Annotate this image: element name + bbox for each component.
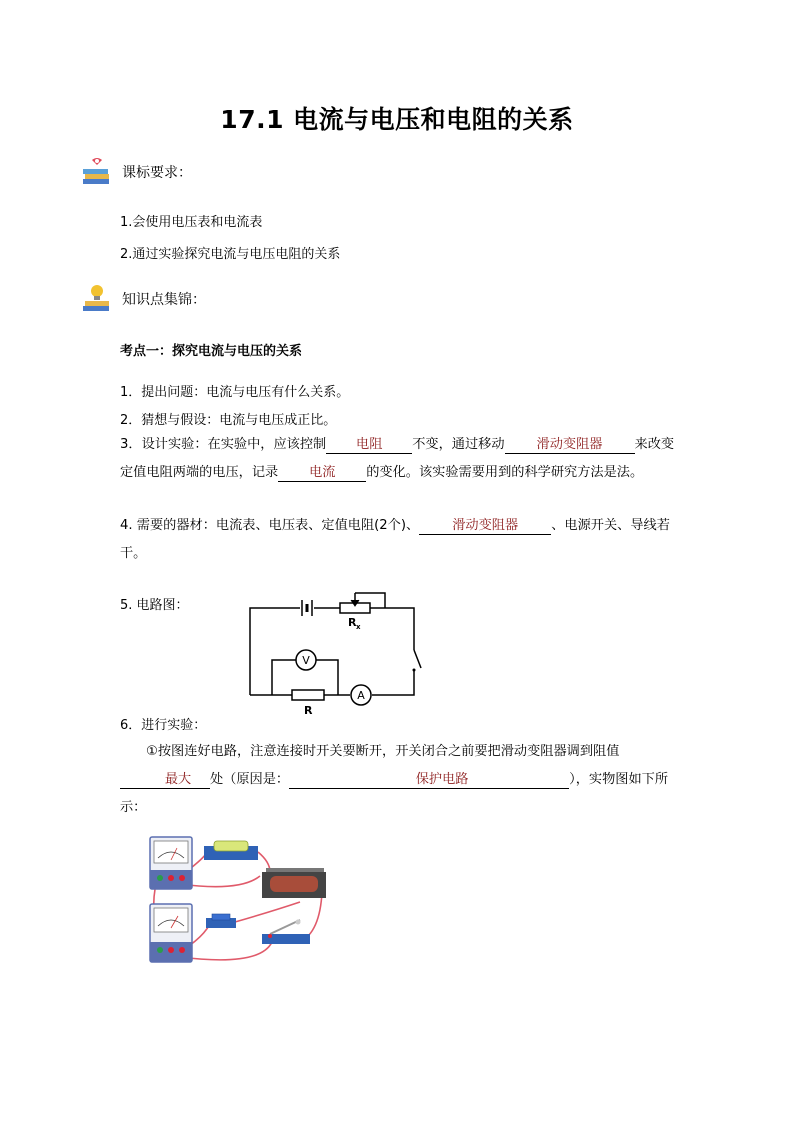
item3-text-3: 来改变定值电阻两端的电压，记录: [120, 437, 675, 480]
step1-blank-2: 保护电路: [289, 772, 569, 789]
page-title: 17.1 电流与电压和电阻的关系: [220, 105, 574, 134]
item3-text-1: 3．设计实验：在实验中，应该控制: [120, 437, 327, 452]
step1-text-3: ），实物图如下所示：: [120, 772, 669, 815]
step1-text-2: 处（原因是：: [210, 772, 290, 787]
topic1-heading: 考点一：探究电流与电压的关系: [120, 344, 303, 359]
circuit-diagram: [240, 580, 430, 720]
topic1-item-1: 1．提出问题：电流与电压有什么关系。: [120, 385, 350, 400]
lightbulb-books-icon: [80, 282, 114, 316]
battery-symbol: [302, 600, 312, 616]
item4-text-1: 4. 需要的器材：电流表、电压表、定值电阻(2个)、: [120, 518, 420, 533]
item3-blank-1: 电阻: [326, 437, 412, 454]
meter-photo-2: [150, 904, 192, 962]
switch-photo: [262, 920, 310, 945]
item3-blank-2: 滑动变阻器: [505, 437, 635, 454]
rheostat-subscript: x: [356, 623, 361, 631]
item3-text-2: 不变，通过移动: [412, 437, 505, 452]
item4-text-2: 、电源开关、导线若干。: [120, 518, 670, 561]
topic1-item-4: [120, 512, 680, 568]
resistor-label: R: [304, 704, 313, 717]
step1-text-1: ①按图连好电路，注意连接时开关要断开，开关闭合之前要把滑动变阻器调到阻值: [146, 744, 620, 759]
step1-blank-1: 最大: [120, 772, 210, 789]
item4-blank-1: 滑动变阻器: [419, 518, 551, 535]
fixed-resistor-photo: [206, 914, 236, 928]
resistor-symbol: [292, 690, 324, 700]
meter-photo-1: [150, 837, 192, 889]
topic1-item-5: 5. 电路图：: [120, 598, 189, 613]
section-requirements-heading: [80, 155, 192, 189]
requirement-item-1: 1.会使用电压表和电流表: [120, 215, 263, 230]
knowledge-heading-label: 知识点集锦：: [122, 292, 206, 308]
battery-box-photo: [204, 841, 258, 860]
item3-blank-3: 电流: [278, 465, 366, 482]
voltmeter-label: V: [302, 654, 310, 667]
books-icon: [80, 155, 114, 189]
rheostat-symbol: [340, 600, 370, 613]
ammeter-label: A: [357, 689, 365, 702]
topic1-item-3: [120, 431, 680, 487]
topic1-item-6: 6．进行实验：: [120, 718, 207, 733]
requirements-heading-label: 课标要求：: [122, 165, 192, 181]
requirement-item-2: 2.通过实验探究电流与电压电阻的关系: [120, 247, 341, 262]
apparatus-illustration: [140, 832, 340, 970]
rheostat-photo: [262, 868, 326, 898]
item3-text-4: 的变化。该实验需要用到的科学研究方法是法。: [366, 465, 644, 480]
topic1-item-2: 2．猜想与假设：电流与电压成正比。: [120, 413, 337, 428]
section-knowledge-heading: [80, 282, 206, 316]
rheostat-label: R: [348, 616, 357, 629]
experiment-step-1: [120, 738, 680, 822]
switch-symbol: [413, 650, 422, 672]
